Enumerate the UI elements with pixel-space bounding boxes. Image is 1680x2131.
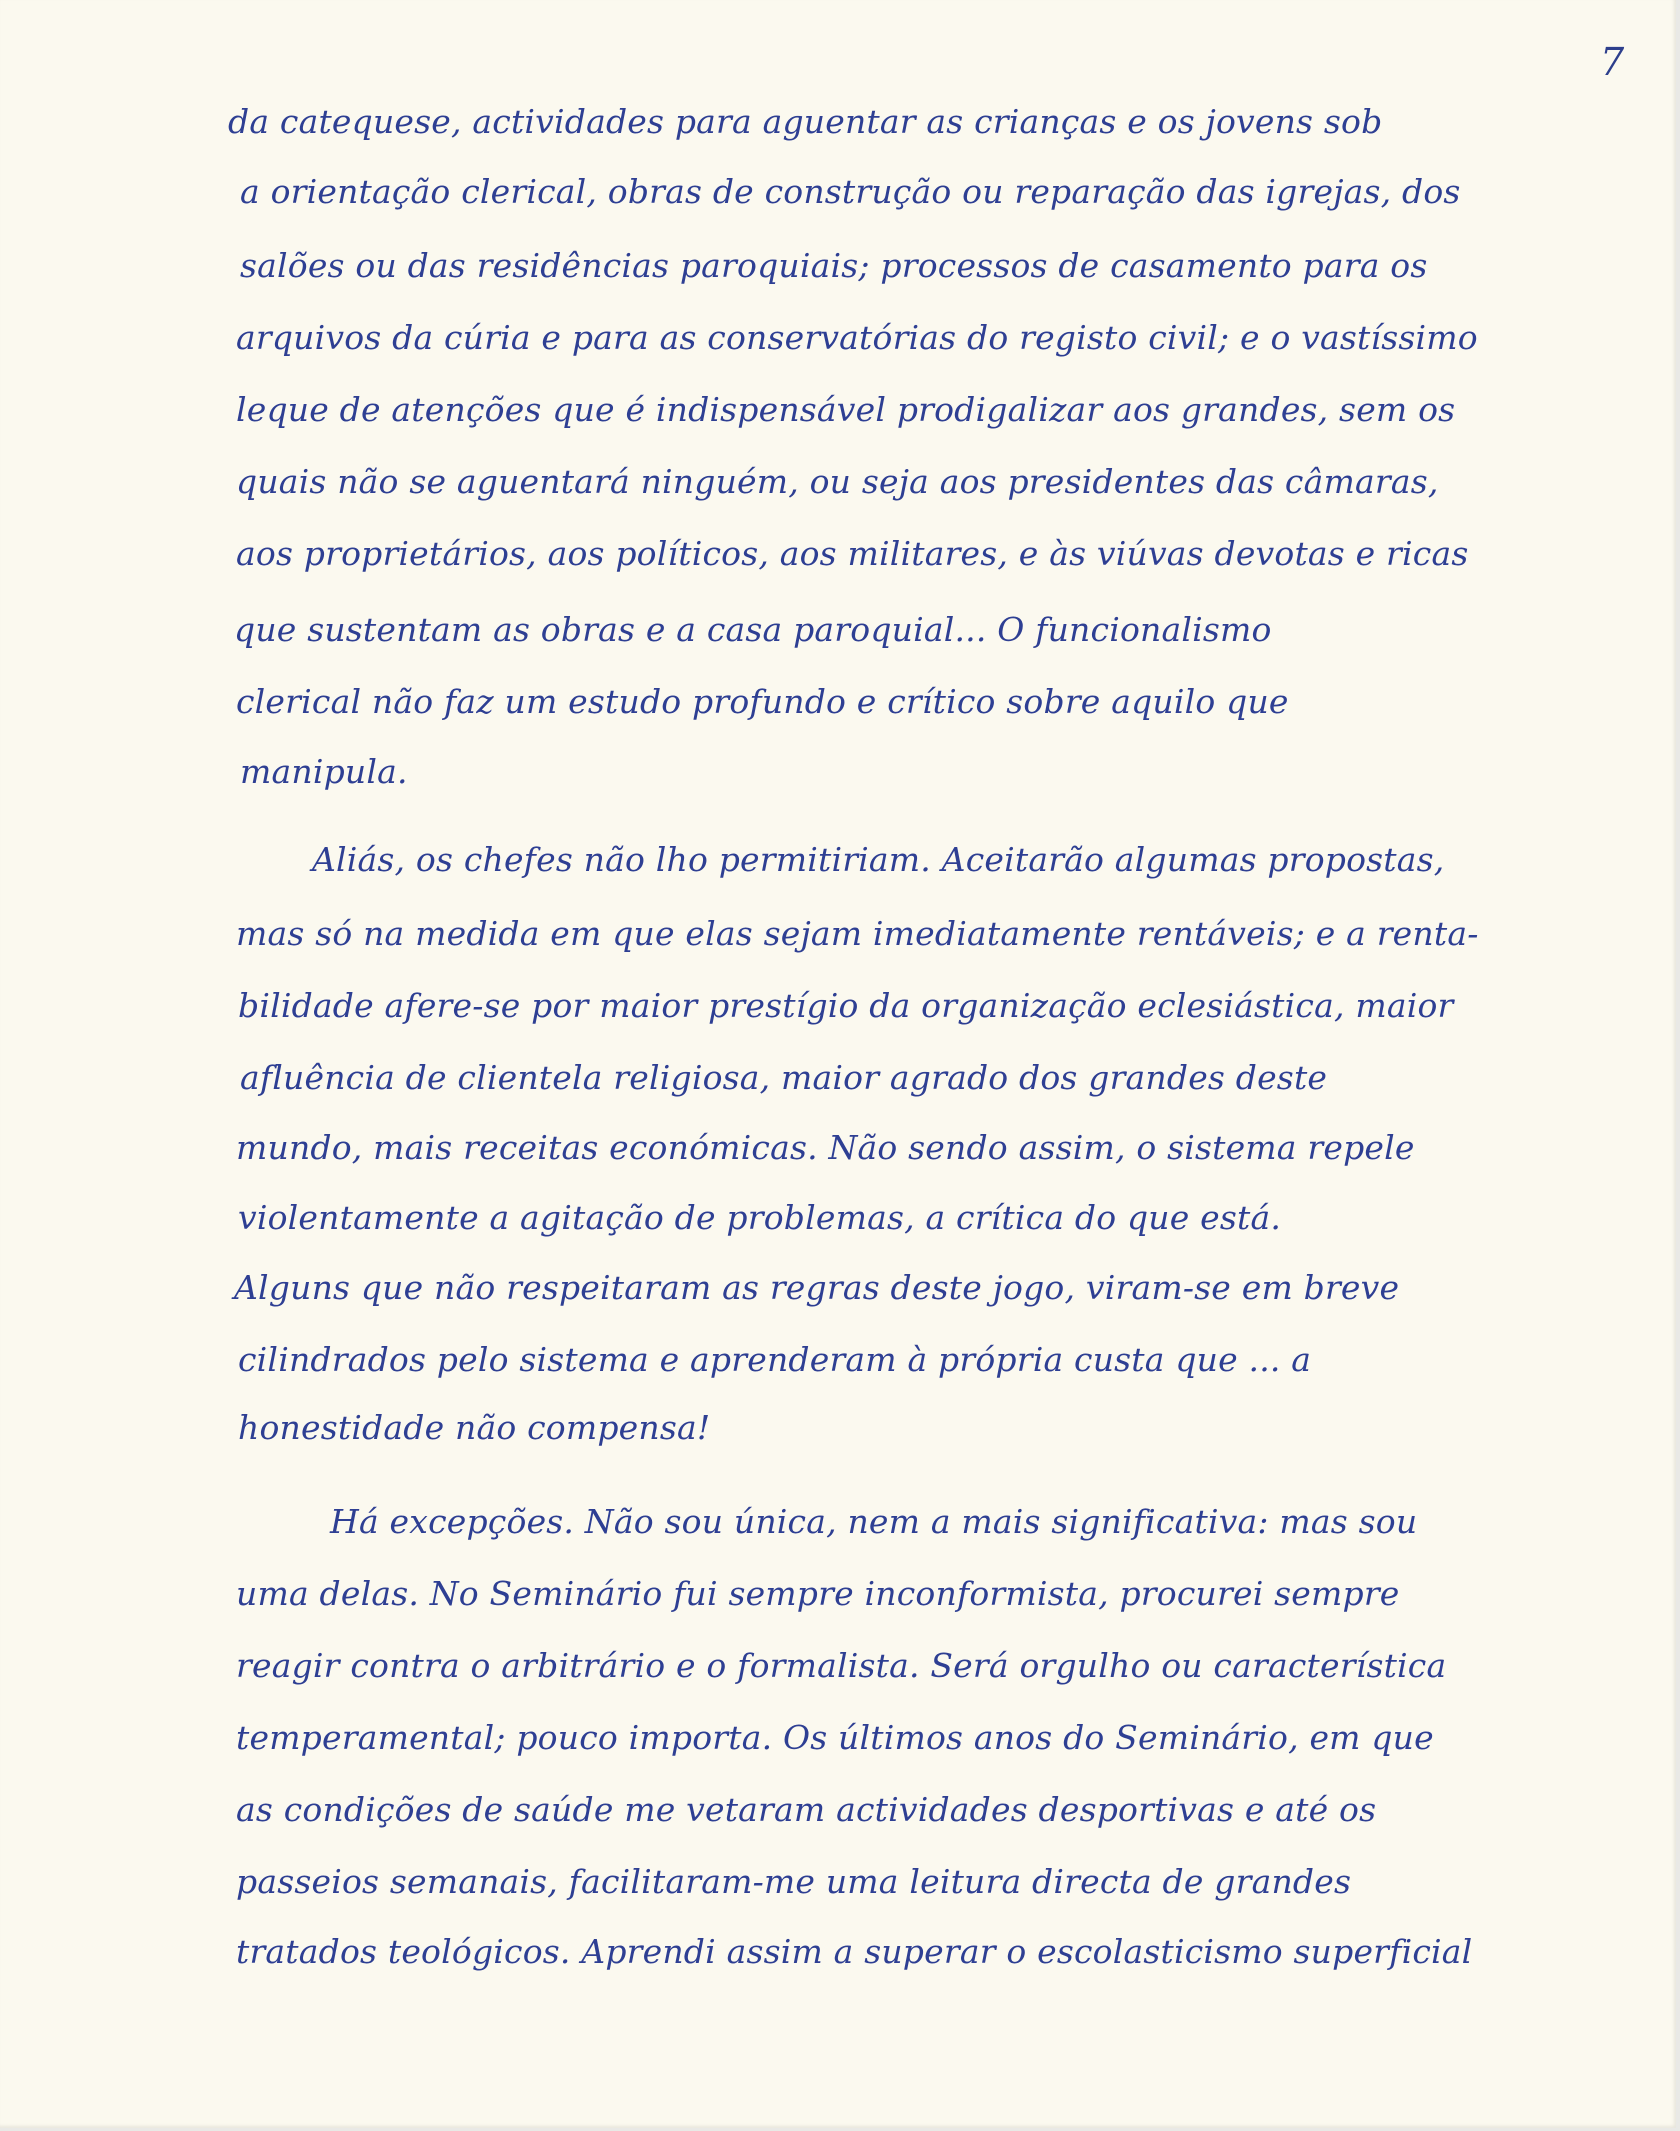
text-line: bilidade afere-se por maior prestígio da organização eclesiástica, maior <box>238 986 1454 1025</box>
text-line: afluência de clientela religiosa, maior agrado dos grandes deste <box>240 1058 1328 1097</box>
text-line: arquivos da cúria e para as conservatórias do registo civil; e o vastíssimo <box>236 318 1478 357</box>
text-line: Aliás, os chefes não lho permitiriam. Aceitarão algumas propostas, <box>312 840 1445 879</box>
text-line: clerical não faz um estudo profundo e crítico sobre aquilo que <box>236 682 1289 721</box>
text-line: salões ou das residências paroquiais; processos de casamento para os <box>240 246 1428 285</box>
page-number: 7 <box>1600 40 1625 84</box>
text-line: aos proprietários, aos políticos, aos militares, e às viúvas devotas e ricas <box>236 534 1469 573</box>
text-line: mundo, mais receitas económicas. Não sendo assim, o sistema repele <box>236 1128 1415 1167</box>
text-line: honestidade não compensa! <box>238 1408 711 1447</box>
text-line: cilindrados pelo sistema e aprenderam à própria custa que ... a <box>238 1340 1312 1379</box>
text-line: a orientação clerical, obras de construção ou reparação das igrejas, dos <box>240 172 1461 211</box>
text-line: violentamente a agitação de problemas, a crítica do que está. <box>238 1198 1282 1237</box>
text-line: temperamental; pouco importa. Os últimos anos do Seminário, em que <box>236 1718 1434 1757</box>
text-line: as condições de saúde me vetaram actividades desportivas e até os <box>236 1790 1377 1829</box>
text-line: quais não se aguentará ninguém, ou seja aos presidentes das câmaras, <box>236 462 1439 501</box>
text-line: uma delas. No Seminário fui sempre inconformista, procurei sempre <box>236 1574 1400 1613</box>
text-line: Alguns que não respeitaram as regras deste jogo, viram-se em breve <box>234 1268 1400 1307</box>
text-line: da catequese, actividades para aguentar as crianças e os jovens sob <box>228 102 1383 141</box>
text-line: passeios semanais, facilitaram-me uma leitura directa de grandes <box>236 1862 1352 1901</box>
text-line: reagir contra o arbitrário e o formalista. Será orgulho ou característica <box>236 1646 1447 1685</box>
text-line: mas só na medida em que elas sejam imediatamente rentáveis; e a renta- <box>236 914 1479 953</box>
text-line: leque de atenções que é indispensável prodigalizar aos grandes, sem os <box>236 390 1456 429</box>
text-line: tratados teológicos. Aprendi assim a superar o escolasticismo superficial <box>236 1932 1473 1971</box>
text-line: manipula. <box>240 752 408 791</box>
text-line: Há excepções. Não sou única, nem a mais significativa: mas sou <box>330 1502 1418 1541</box>
text-line: que sustentam as obras e a casa paroquial... O funcionalismo <box>234 610 1272 649</box>
